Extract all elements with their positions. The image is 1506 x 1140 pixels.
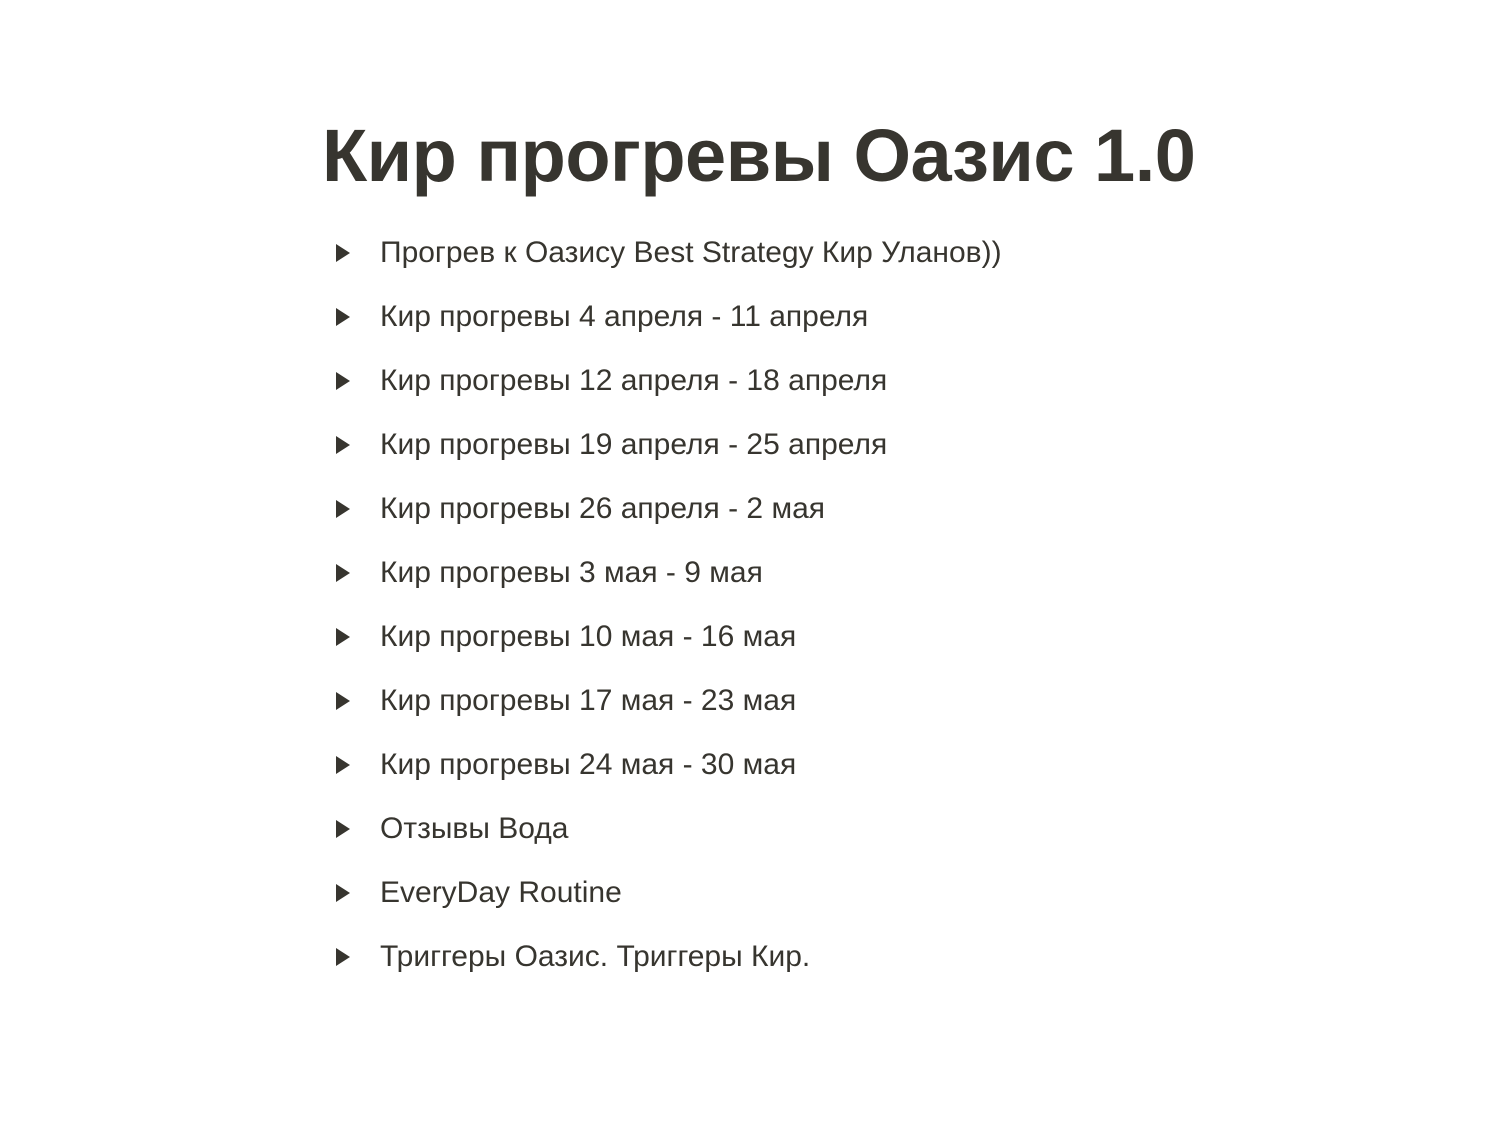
toggle-item[interactable]: [322, 413, 1002, 477]
toggle-item[interactable]: [322, 669, 1002, 733]
triangle-right-icon[interactable]: [336, 756, 350, 774]
toggle-item[interactable]: [322, 221, 1002, 285]
triangle-right-icon[interactable]: [336, 564, 350, 582]
toggle-item[interactable]: [322, 285, 1002, 349]
triangle-right-icon[interactable]: [336, 628, 350, 646]
toggle-item[interactable]: [322, 349, 1002, 413]
toggle-item[interactable]: [322, 733, 1002, 797]
toggle-label[interactable]: Кир прогревы 10 мая - 16 мая: [380, 620, 797, 653]
toggle-label[interactable]: Кир прогревы 24 мая - 30 мая: [380, 748, 797, 781]
toggle-item[interactable]: [322, 477, 1002, 541]
toggle-label[interactable]: Кир прогревы 17 мая - 23 мая: [380, 684, 797, 717]
page-content: [322, 108, 1422, 973]
toggle-label[interactable]: EveryDay Routine: [380, 876, 622, 909]
page-title[interactable]: Кир прогревы Оазис 1.0: [322, 114, 1196, 197]
toggle-label[interactable]: Кир прогревы 12 апреля - 18 апреля: [380, 364, 888, 397]
triangle-right-icon[interactable]: [336, 500, 350, 518]
toggle-label[interactable]: Триггеры Оазис. Триггеры Кир.: [380, 940, 811, 973]
toggle-item[interactable]: [322, 861, 1002, 925]
triangle-right-icon[interactable]: [336, 948, 350, 966]
triangle-right-icon[interactable]: [336, 820, 350, 838]
triangle-right-icon[interactable]: [336, 308, 350, 326]
triangle-right-icon[interactable]: [336, 436, 350, 454]
toggle-label[interactable]: Кир прогревы 3 мая - 9 мая: [380, 556, 763, 589]
triangle-right-icon[interactable]: [336, 244, 350, 262]
toggle-label[interactable]: Отзывы Вода: [380, 812, 569, 845]
triangle-right-icon[interactable]: [336, 884, 350, 902]
toggle-item[interactable]: [322, 797, 1002, 861]
toggle-label[interactable]: Прогрев к Оазису Best Strategy Кир Уланов)): [380, 236, 1002, 269]
toggle-item[interactable]: [322, 925, 1002, 989]
toggle-label[interactable]: Кир прогревы 26 апреля - 2 мая: [380, 492, 826, 525]
toggle-label[interactable]: Кир прогревы 19 апреля - 25 апреля: [380, 428, 888, 461]
triangle-right-icon[interactable]: [336, 692, 350, 710]
toggle-label[interactable]: Кир прогревы 4 апреля - 11 апреля: [380, 300, 869, 333]
triangle-right-icon[interactable]: [336, 372, 350, 390]
toggle-item[interactable]: [322, 541, 1002, 605]
toggle-list: [322, 221, 1002, 989]
toggle-item[interactable]: [322, 605, 1002, 669]
